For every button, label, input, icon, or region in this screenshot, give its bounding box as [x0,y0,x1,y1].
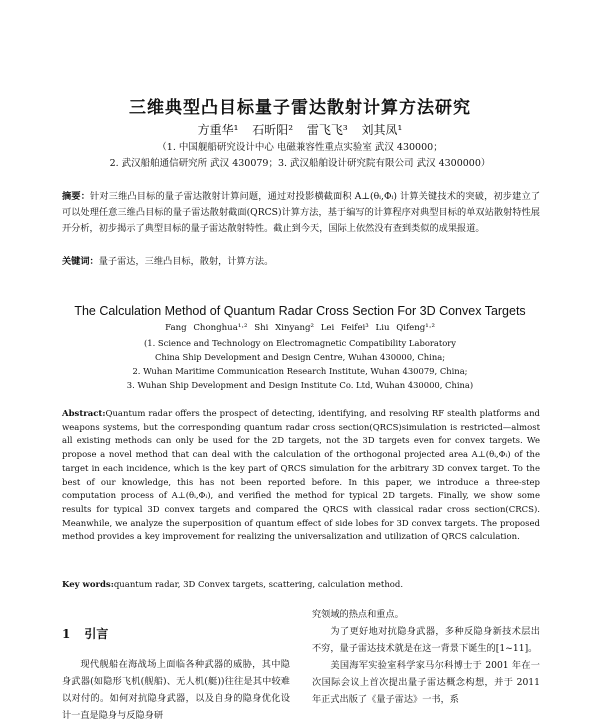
intro-line-continued: 究领域的热点和重点。 [312,609,404,620]
intro-paragraph-2: 为了更好地对抗隐身武器，多种反隐身新技术层出不穷，量子雷达技术就是在这一背景下诞生的[1~11]。 [312,626,540,654]
section-heading [62,625,290,642]
english-title: The Calculation Method of Quantum Radar Cross Section For 3D Convex Targets [74,304,526,318]
intro-paragraph-left: 现代舰船在海战场上面临各种武器的威胁，其中隐身武器(如隐形飞机(舰船)、无人机(艇))往往是其中较难以对付的。如何对抗隐身武器，以及自身的隐身优化设计一直是隐身与反隐身研 [62,659,290,721]
chinese-keywords-text: 量子雷达，三维凸目标，散射，计算方法。 [98,256,274,267]
chinese-authors: 方重华¹ 石昕阳² 雷飞飞³ 刘其凤¹ [197,123,403,137]
chinese-affiliation-2: 2. 武汉船舶通信研究所 武汉 430079；3. 武汉船舶设计研究院有限公司 武汉 4300000） [109,158,491,169]
chinese-abstract-label: 摘要： [62,191,91,202]
section-title: 引言 [84,627,109,641]
english-affiliation-1b: China Ship Development and Design Centre, Wuhan 430000, China; [154,352,446,362]
english-keywords-label: Key words: [62,580,114,590]
english-abstract-text: Quantum radar offers the prospect of detecting, identifying, and resolving RF stealth platforms and weapons systems, but the corresponding quantum radar cross section(QRCS)simulation is restricted—almost all existing methods can only be used for the 2D targets, not the 3D targets even for convex targets. We propose a novel method that can deal with the calculation of the orthogonal projected area A⊥(θᵢ,Φᵢ) of the target in each incidence, which is the key part of QRCS simulation for the arbitrary 3D convex target. To the best of our knowledge, this has not been reported before. In this paper, we introduce a three-step computation process of A⊥(θᵢ,Φᵢ), and verified the method for typical 2D targets. Finally, we show some results for typical 3D convex targets and compared the QRCS with classical radar cross section(CRCS). Meanwhile, we analyze the superposition of quantum effect of side lobes for 3D convex targets. The proposed method provides a key improvement for realizing the universalization and utilization of QRCS calculation. [62,409,540,543]
chinese-title: 三维典型凸目标量子雷达散射计算方法研究 [129,98,471,118]
chinese-abstract [62,189,540,237]
left-column [62,625,290,724]
english-keywords-text: quantum radar, 3D Convex targets, scattering, calculation method. [113,580,404,590]
section-number: 1 [62,627,71,641]
chinese-keywords [62,253,540,267]
english-abstract [62,408,540,545]
english-keywords [62,580,540,590]
english-authors: Fang Chonghua¹·² Shi Xinyang² Lei Feifei³ Liu Qifeng¹·² [165,323,435,333]
english-affiliation-1: (1. Science and Technology on Electromagnetic Compatibility Laboratory [143,338,457,348]
right-column [312,606,540,708]
chinese-abstract-text: 针对三维凸目标的量子雷达散射计算问题，通过对投影横截面积 A⊥(θᵢ,Φᵢ) 计算关键技术的突破，初步建立了可以处理任意三维凸目标的量子雷达散射截面(QRCS)计算方法，基于编写的计算程序对典型目标的单双站散射特性展开分析，初步揭示了典型目标的量子雷达散射特性。截止到今天，国际上依然没有查到类似的成果报道。 [62,191,541,234]
english-affiliation-3: 3. Wuhan Ship Development and Design Institute Co. Ltd, Wuhan 430000, China) [126,380,474,390]
intro-paragraph-3: 美国海军实验室科学家马尔科博士于 2001 年在一次国际会议上首次提出量子雷达概念构想，并于 2011 年正式出版了《量子雷达》一书，系 [312,660,540,705]
chinese-keywords-label: 关键词： [62,256,99,267]
english-abstract-label: Abstract: [62,409,106,419]
chinese-affiliation-1: （1. 中国舰船研究设计中心 电磁兼容性重点实验室 武汉 430000； [157,142,443,153]
english-affiliation-2: 2. Wuhan Maritime Communication Research Institute, Wuhan 430079, China; [132,366,468,376]
